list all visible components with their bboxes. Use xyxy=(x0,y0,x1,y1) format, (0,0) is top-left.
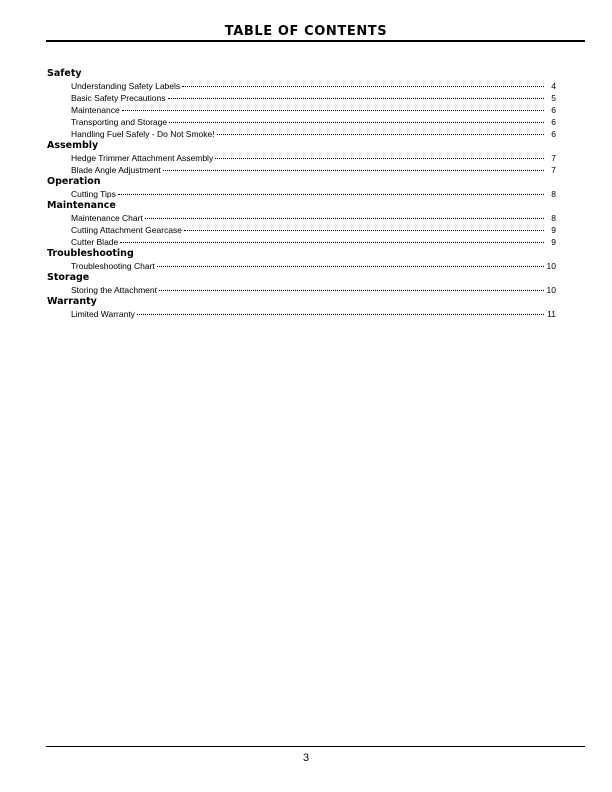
toc-entry[interactable] xyxy=(71,224,556,236)
page-number: 3 xyxy=(302,752,310,764)
toc-section xyxy=(47,272,556,296)
dot-leader xyxy=(120,242,544,243)
toc-entry-page: 6 xyxy=(551,105,556,115)
dot-leader xyxy=(215,158,544,159)
toc-entry-page: 6 xyxy=(551,117,556,127)
toc-entry-page: 7 xyxy=(551,165,556,175)
toc-entry-label: Blade Angle Adjustment xyxy=(71,165,161,175)
section-heading: Operation xyxy=(47,176,101,187)
dot-leader xyxy=(169,122,544,123)
dot-leader xyxy=(145,218,544,219)
section-heading: Warranty xyxy=(47,296,97,307)
toc-entry-label: Cutting Attachment Gearcase xyxy=(71,225,183,235)
page-title: TABLE OF CONTENTS xyxy=(224,24,388,39)
toc-entry-label: Troubleshooting Chart xyxy=(71,261,155,271)
toc-entry-page: 9 xyxy=(551,237,556,247)
toc-section xyxy=(47,248,556,272)
toc-entry-label: Storing the Attachment xyxy=(71,285,157,295)
toc-entry-page: 11 xyxy=(547,309,556,319)
section-heading: Troubleshooting xyxy=(47,248,134,259)
toc-entry-label: Cutter Blade xyxy=(71,237,119,247)
toc-entry[interactable] xyxy=(71,236,556,248)
toc-entry-page: 8 xyxy=(551,189,556,199)
section-heading: Storage xyxy=(47,272,90,283)
toc-entry[interactable] xyxy=(71,284,556,296)
dot-leader xyxy=(184,230,544,231)
toc-entry[interactable] xyxy=(71,308,556,320)
toc-entry[interactable] xyxy=(71,80,556,92)
toc-section xyxy=(47,296,556,320)
toc-entry-label: Cutting Tips xyxy=(71,189,116,199)
toc-section xyxy=(47,140,556,176)
section-heading: Safety xyxy=(47,68,82,79)
toc-entry-label: Basic Safety Precautions xyxy=(71,93,166,103)
section-heading: Assembly xyxy=(47,140,99,151)
toc-entry[interactable] xyxy=(71,152,556,164)
toc-entry-page: 10 xyxy=(546,261,556,271)
toc-entry[interactable] xyxy=(71,92,556,104)
title-underline xyxy=(46,40,585,42)
dot-leader xyxy=(182,86,544,87)
toc-entry[interactable] xyxy=(71,188,556,200)
toc-entry-label: Hedge Trimmer Attachment Assembly xyxy=(71,153,214,163)
toc-entry[interactable] xyxy=(71,164,556,176)
dot-leader xyxy=(163,170,544,171)
toc-entry-page: 4 xyxy=(551,81,556,91)
dot-leader xyxy=(137,314,544,315)
toc-entry[interactable] xyxy=(71,116,556,128)
table-of-contents xyxy=(47,68,556,320)
dot-leader xyxy=(168,98,545,99)
dot-leader xyxy=(157,266,544,267)
toc-entry-label: Understanding Safety Labels xyxy=(71,81,181,91)
dot-leader xyxy=(122,110,544,111)
toc-entry-label: Limited Warranty xyxy=(71,309,135,319)
toc-entry-label: Maintenance Chart xyxy=(71,213,143,223)
toc-entry[interactable] xyxy=(71,128,556,140)
toc-entry-page: 8 xyxy=(551,213,556,223)
toc-section xyxy=(47,176,556,200)
toc-entry-label: Maintenance xyxy=(71,105,120,115)
toc-entry-label: Transporting and Storage xyxy=(71,117,168,127)
section-heading: Maintenance xyxy=(47,200,116,211)
toc-entry-page: 5 xyxy=(551,93,556,103)
toc-entry[interactable] xyxy=(71,260,556,272)
toc-entry-label: Handling Fuel Safely - Do Not Smoke! xyxy=(71,129,215,139)
toc-entry-page: 6 xyxy=(551,129,556,139)
toc-entry[interactable] xyxy=(71,104,556,116)
dot-leader xyxy=(159,290,544,291)
toc-entry-page: 10 xyxy=(546,285,556,295)
toc-entry-page: 7 xyxy=(551,153,556,163)
dot-leader xyxy=(217,134,544,135)
dot-leader xyxy=(118,194,544,195)
toc-entry-page: 9 xyxy=(551,225,556,235)
toc-section xyxy=(47,68,556,140)
footer-divider xyxy=(46,746,585,747)
toc-section xyxy=(47,200,556,248)
toc-entry[interactable] xyxy=(71,212,556,224)
